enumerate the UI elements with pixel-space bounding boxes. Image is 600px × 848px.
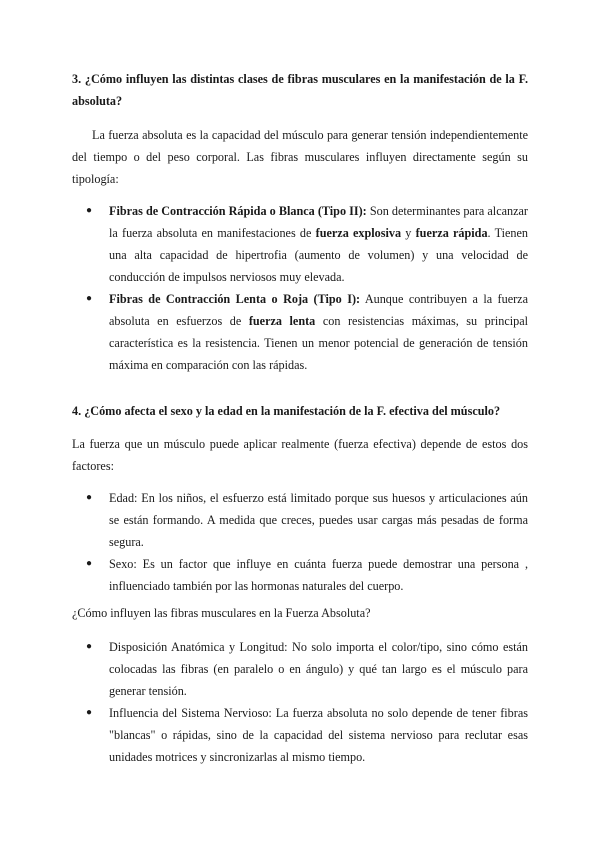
- extra-question: ¿Cómo influyen las fibras musculares en la Fuerza Absoluta?: [72, 606, 371, 620]
- q3-intro: La fuerza absoluta es la capacidad del músculo para generar tensión independientemente del tiempo o del peso corporal. Las fibras musculares influyen directamente según su tipología:: [72, 128, 528, 186]
- item-text: Son determinantes para alcanzar la fuerza absoluta en manifestaciones de: [109, 204, 528, 240]
- bullet-icon: ●: [86, 558, 93, 569]
- q3-list: [72, 200, 528, 376]
- bullet-icon: ●: [86, 641, 93, 652]
- list-item: [72, 487, 528, 553]
- item-title: Fibras de Contracción Lenta o Roja (Tipo I):: [109, 292, 361, 306]
- list-item: [72, 636, 528, 702]
- item-text: Aunque contribuyen a la fuerza absoluta en esfuerzos de: [109, 292, 528, 328]
- item-bold: fuerza explosiva: [315, 226, 402, 240]
- list-item: [72, 288, 528, 376]
- item-text: y: [401, 226, 416, 240]
- bullet-icon: ●: [86, 205, 93, 216]
- item-bold: fuerza lenta: [248, 314, 316, 328]
- item-text: . Tienen una alta capacidad de hipertrofia (aumento de volumen) y una velocidad de conducción de impulsos nerviosos muy elevada.: [109, 226, 528, 284]
- q4-intro: La fuerza que un músculo puede aplicar realmente (fuerza efectiva) depende de estos dos factores:: [72, 437, 528, 473]
- list-item: [72, 702, 528, 768]
- item-text: Influencia del Sistema Nervioso: La fuerza absoluta no solo depende de tener fibras "blancas" o rápidas, sino de la capacidad del sistema nervioso para reclutar esas unidades motrices y sincronizarlas al mismo tiempo.: [109, 706, 528, 764]
- item-text: Sexo: Es un factor que influye en cuánta fuerza puede demostrar una persona , influenciado también por las hormonas naturales del cuerpo.: [109, 557, 528, 593]
- item-title: Fibras de Contracción Rápida o Blanca (Tipo II):: [109, 204, 367, 218]
- item-text: Edad: En los niños, el esfuerzo está limitado porque sus huesos y articulaciones aún se están formando. A medida que creces, puedes usar cargas más pesadas de forma segura.: [109, 491, 528, 549]
- item-text: Disposición Anatómica y Longitud: No solo importa el color/tipo, sino cómo están colocadas las fibras (en paralelo o en ángulo) y qué tan largo es el músculo para generar tensión.: [109, 640, 528, 698]
- q3-heading: 3. ¿Cómo influyen las distintas clases de fibras musculares en la manifestación de la F. absoluta?: [72, 72, 528, 108]
- bullet-icon: ●: [86, 293, 93, 304]
- extra-list: [72, 636, 528, 768]
- q4-heading: 4. ¿Cómo afecta el sexo y la edad en la manifestación de la F. efectiva del músculo?: [72, 404, 501, 418]
- list-item: [72, 200, 528, 288]
- item-text: con resistencias máximas, su principal característica es la resistencia. Tienen un menor potencial de generación de tensión máxima en comparación con las rápidas.: [109, 314, 528, 372]
- q4-list: [72, 487, 528, 597]
- item-bold: fuerza rápida: [415, 226, 488, 240]
- list-item: [72, 553, 528, 597]
- bullet-icon: ●: [86, 492, 93, 503]
- bullet-icon: ●: [86, 707, 93, 718]
